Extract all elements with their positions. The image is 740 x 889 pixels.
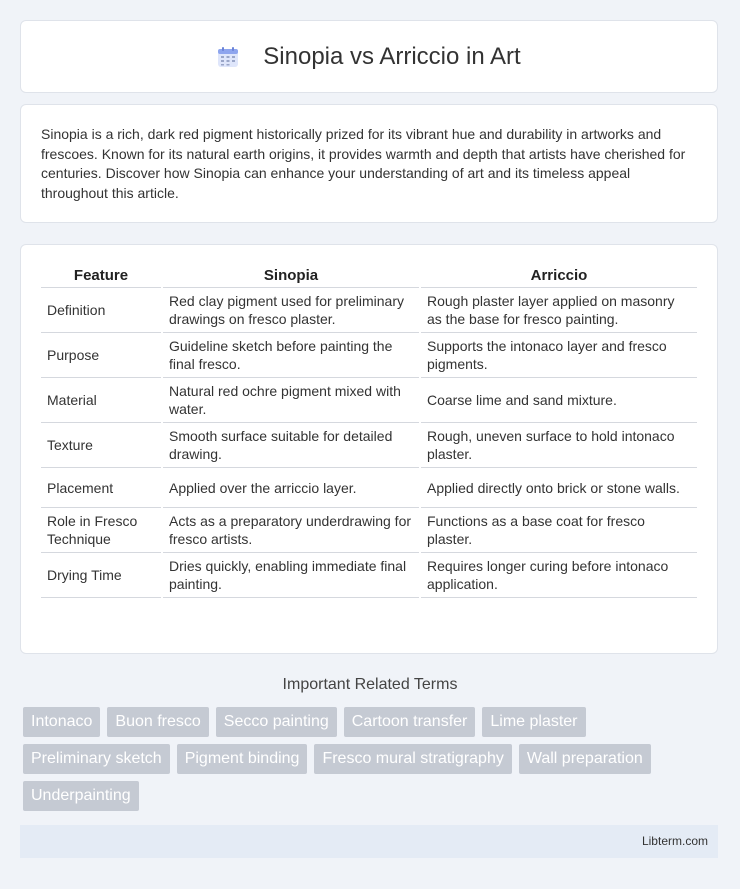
sinopia-cell: Red clay pigment used for preliminary drawings on fresco plaster.: [163, 288, 419, 333]
comparison-table: [39, 267, 699, 598]
page-title: Sinopia vs Arriccio in Art: [263, 42, 521, 70]
term-tag[interactable]: Pigment binding: [177, 744, 308, 774]
arriccio-cell: Rough plaster layer applied on masonry as the base for fresco painting.: [421, 288, 697, 333]
footer-site-link[interactable]: Libterm.com: [641, 834, 708, 848]
term-tag[interactable]: Preliminary sketch: [23, 744, 170, 774]
table-row: [41, 553, 697, 598]
term-tag[interactable]: Wall preparation: [519, 744, 651, 774]
sinopia-cell: Guideline sketch before painting the final fresco.: [163, 333, 419, 378]
sinopia-cell: Acts as a preparatory underdrawing for fresco artists.: [163, 508, 419, 553]
term-tag[interactable]: Secco painting: [216, 707, 337, 737]
arriccio-cell: Requires longer curing before intonaco application.: [421, 553, 697, 598]
arriccio-cell: Coarse lime and sand mixture.: [421, 378, 697, 423]
footer: [20, 825, 718, 858]
arriccio-cell: Supports the intonaco layer and fresco pigments.: [421, 333, 697, 378]
table-row: [41, 378, 697, 423]
arriccio-cell: Applied directly onto brick or stone walls.: [421, 468, 697, 508]
related-terms-title: Important Related Terms: [282, 676, 458, 693]
sinopia-cell: Dries quickly, enabling immediate final painting.: [163, 553, 419, 598]
intro-card: [20, 104, 718, 223]
table-row: [41, 333, 697, 378]
sinopia-cell: Smooth surface suitable for detailed drawing.: [163, 423, 419, 468]
feature-cell: Placement: [41, 468, 161, 508]
table-row: [41, 423, 697, 468]
term-tag[interactable]: Lime plaster: [482, 707, 585, 737]
feature-cell: Definition: [41, 288, 161, 333]
feature-cell: Material: [41, 378, 161, 423]
table-row: [41, 288, 697, 333]
term-tag[interactable]: Buon fresco: [107, 707, 208, 737]
calendar-icon: [217, 46, 239, 68]
sinopia-cell: Natural red ochre pigment mixed with water.: [163, 378, 419, 423]
comparison-card: [20, 244, 718, 654]
header-card: [20, 20, 718, 93]
feature-cell: Role in Fresco Technique: [41, 508, 161, 553]
header-sinopia: Sinopia: [163, 267, 419, 288]
table-header-row: [41, 267, 697, 288]
feature-cell: Purpose: [41, 333, 161, 378]
term-tag[interactable]: Underpainting: [23, 781, 139, 811]
header-arriccio: Arriccio: [421, 267, 697, 288]
arriccio-cell: Rough, uneven surface to hold intonaco plaster.: [421, 423, 697, 468]
arriccio-cell: Functions as a base coat for fresco plaster.: [421, 508, 697, 553]
feature-cell: Texture: [41, 423, 161, 468]
term-tag[interactable]: Intonaco: [23, 707, 100, 737]
header-feature: Feature: [41, 267, 161, 288]
term-tag[interactable]: Cartoon transfer: [344, 707, 476, 737]
sinopia-cell: Applied over the arriccio layer.: [163, 468, 419, 508]
term-tag[interactable]: Fresco mural stratigraphy: [314, 744, 511, 774]
feature-cell: Drying Time: [41, 553, 161, 598]
table-row: [41, 468, 697, 508]
related-terms-list: [23, 707, 723, 811]
intro-text: Sinopia is a rich, dark red pigment historically prized for its vibrant hue and durability in artworks and frescoes. Known for its natural earth origins, it provides warmth and depth that artists have cherished for centuries. Discover how Sinopia can enhance your understanding of art and its timeless appeal throughout this article.: [41, 126, 686, 201]
table-row: [41, 508, 697, 553]
